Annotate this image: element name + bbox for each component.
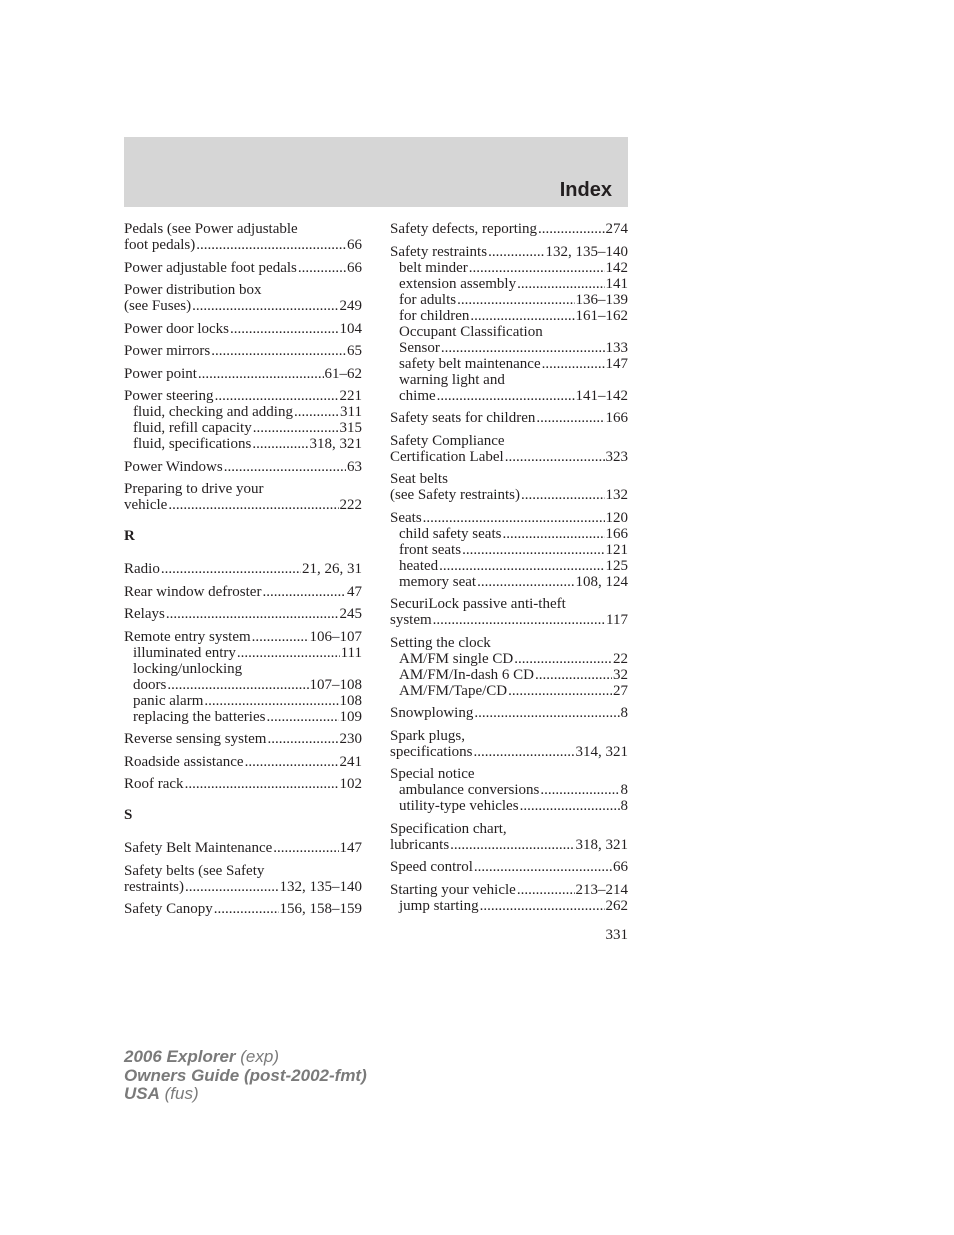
entry-text: restraints): [124, 878, 184, 895]
dot-leader: [214, 901, 279, 917]
page-reference: 141–142: [575, 387, 628, 404]
page-reference: 230: [339, 731, 362, 747]
page-reference: 241: [339, 753, 362, 770]
entry-text: child safety seats: [399, 525, 502, 542]
index-entry: [124, 754, 362, 770]
index-entry-line: [124, 629, 362, 645]
index-entry-line: [124, 388, 362, 404]
footer-model-code: (exp): [240, 1047, 279, 1066]
dot-leader: [457, 292, 574, 308]
index-entry-line: [390, 705, 628, 721]
index-entry: [390, 705, 628, 721]
dot-leader: [166, 606, 339, 622]
page-reference: 315: [339, 420, 362, 436]
dot-leader: [508, 683, 612, 699]
entry-text: locking/unlocking: [133, 660, 243, 677]
page-reference: 27: [613, 682, 628, 699]
entry-text: lubricants: [390, 836, 450, 853]
dot-leader: [542, 356, 605, 372]
entry-text: for children: [399, 307, 470, 324]
index-entry-line: [390, 221, 628, 237]
entry-text: replacing the batteries: [133, 708, 266, 725]
entry-text: utility-type vehicles: [399, 798, 519, 814]
index-subentry-line: [124, 645, 362, 661]
entry-text: Safety defects, reporting: [390, 221, 538, 237]
dot-leader: [520, 798, 620, 814]
index-entry-line: [124, 366, 362, 382]
dot-leader: [517, 276, 604, 292]
footer-line-market: [124, 1085, 367, 1104]
entry-text: fluid, refill capacity: [133, 420, 252, 436]
dot-leader: [245, 754, 339, 770]
dot-leader: [161, 561, 301, 577]
dot-leader: [477, 574, 574, 590]
entry-text: Sensor: [399, 339, 440, 356]
page-reference: 63: [347, 458, 362, 475]
index-subentry-line: [390, 356, 628, 372]
index-entry: [124, 606, 362, 622]
dot-leader: [423, 510, 605, 526]
entry-text: Power Windows: [124, 458, 223, 475]
entry-text: Power adjustable foot pedals: [124, 259, 297, 276]
dot-leader: [450, 837, 574, 853]
index-entry: [390, 596, 628, 628]
page-reference: 111: [340, 644, 362, 661]
page-reference: 125: [605, 557, 628, 574]
dot-leader: [215, 388, 339, 404]
page-reference: 136–139: [575, 291, 628, 308]
index-entry: [124, 629, 362, 725]
index-entry-line: [390, 487, 628, 503]
page-reference: 274: [605, 221, 628, 237]
entry-text: Safety Compliance: [390, 432, 505, 449]
entry-text: for adults: [399, 291, 457, 308]
page-reference: 66: [613, 859, 628, 875]
index-entry: [124, 901, 362, 917]
dot-leader: [505, 449, 605, 465]
footer-line-guide: [124, 1067, 367, 1086]
index-entry: [124, 561, 362, 577]
page-reference: 121: [605, 541, 628, 558]
entry-text: Certification Label: [390, 448, 504, 465]
index-entry-line: [390, 244, 628, 260]
index-entry-line: [390, 837, 628, 853]
page-reference: 133: [605, 339, 628, 356]
page-reference: 156, 158–159: [279, 901, 362, 917]
page-reference: 213–214: [575, 881, 628, 898]
entry-text: Rear window defroster: [124, 583, 262, 600]
dot-leader: [168, 497, 338, 513]
dot-leader: [502, 526, 604, 542]
index-subentry-line: [124, 693, 362, 709]
index-entry-line: [390, 449, 628, 465]
index-entry-line: [390, 744, 628, 760]
page-reference: 245: [339, 606, 362, 622]
dot-leader: [237, 645, 340, 661]
index-entry-line: [124, 298, 362, 314]
index-subentry-line: [390, 782, 628, 798]
index-entry-line: [124, 282, 362, 298]
page-reference: 65: [347, 343, 362, 359]
index-subentry-line: [390, 898, 628, 914]
page-reference: 61–62: [324, 365, 362, 382]
index-entry: [390, 433, 628, 465]
document-footer: [124, 1048, 367, 1104]
entry-text: Power mirrors: [124, 343, 211, 359]
entry-text: Pedals (see Power adjustable: [124, 221, 298, 237]
page-reference: 249: [339, 298, 362, 314]
dot-leader: [540, 782, 619, 798]
entry-text: panic alarm: [133, 692, 204, 709]
index-entry-line: [390, 766, 628, 782]
page-reference: 142: [605, 259, 628, 276]
entry-text: memory seat: [399, 573, 477, 590]
dot-leader: [517, 882, 575, 898]
entry-text: warning light and: [399, 371, 505, 388]
index-entry: [124, 584, 362, 600]
index-subentry-line: [390, 558, 628, 574]
page-reference: 106–107: [309, 628, 362, 645]
index-entry-line: [124, 321, 362, 337]
dot-leader: [252, 436, 308, 452]
index-entry: [124, 776, 362, 792]
page-reference: 102: [339, 776, 362, 792]
dot-leader: [535, 667, 612, 683]
index-subentry-line: [390, 526, 628, 542]
dot-leader: [198, 366, 324, 382]
page-reference: 132: [605, 487, 628, 503]
entry-text: belt minder: [399, 259, 468, 276]
page-reference: 147: [605, 355, 628, 372]
footer-market: USA: [124, 1084, 160, 1103]
entry-text: Seat belts: [390, 471, 448, 487]
entry-text: fluid, specifications: [133, 436, 252, 452]
index-entry-line: [390, 433, 628, 449]
entry-text: Snowplowing: [390, 705, 474, 721]
entry-text: safety belt maintenance: [399, 355, 541, 372]
index-subentry-line: [390, 340, 628, 356]
dot-leader: [192, 298, 338, 314]
footer-guide: Owners Guide (post-2002-fmt): [124, 1065, 367, 1085]
entry-text: heated: [399, 557, 439, 574]
entry-text: AM/FM/Tape/CD: [399, 682, 508, 699]
dot-leader: [474, 705, 619, 721]
index-entry-line: [390, 410, 628, 426]
page-reference: 323: [605, 448, 628, 465]
dot-leader: [167, 677, 308, 693]
dot-leader: [266, 709, 338, 725]
index-column-right: [390, 221, 628, 920]
entry-text: Safety restraints: [390, 243, 488, 260]
page-reference: 318, 321: [309, 436, 362, 452]
index-entry-line: [124, 584, 362, 600]
entry-text: extension assembly: [399, 275, 517, 292]
index-entry-line: [124, 260, 362, 276]
index-subentry-line: [390, 324, 628, 340]
page-reference: 120: [605, 509, 628, 526]
header-band: [124, 137, 628, 207]
index-subentry-line: [390, 276, 628, 292]
page-reference: 311: [340, 404, 362, 420]
index-entry: [390, 766, 628, 814]
entry-text: SecuriLock passive anti-theft: [390, 596, 566, 612]
dot-leader: [253, 420, 339, 436]
page-reference: 8: [620, 705, 628, 721]
index-entry-line: [124, 840, 362, 856]
page-reference: 104: [339, 320, 362, 337]
dot-leader: [298, 260, 346, 276]
index-entry: [390, 471, 628, 503]
index-subentry-line: [390, 651, 628, 667]
index-subentry-line: [390, 683, 628, 699]
entry-text: Remote entry system: [124, 628, 251, 645]
dot-leader: [294, 404, 339, 420]
page-reference: 22: [613, 650, 628, 667]
page-reference: 222: [339, 497, 362, 513]
entry-text: jump starting: [399, 897, 479, 914]
dot-leader: [433, 612, 605, 628]
index-subentry-line: [124, 677, 362, 693]
page-reference: 314, 321: [575, 743, 628, 760]
dot-leader: [470, 308, 574, 324]
page-reference: 147: [339, 840, 362, 856]
entry-text: illuminated entry: [133, 644, 236, 661]
index-entry-line: [124, 221, 362, 237]
entry-text: Special notice: [390, 766, 475, 782]
index-entry: [124, 731, 362, 747]
entry-text: Safety belts (see Safety: [124, 862, 265, 879]
index-entry-line: [124, 901, 362, 917]
dot-leader: [185, 879, 279, 895]
entry-text: Roadside assistance: [124, 753, 244, 770]
index-entry: [124, 321, 362, 337]
entry-text: (see Fuses): [124, 298, 192, 314]
index-subentry-line: [390, 292, 628, 308]
index-entry: [124, 366, 362, 382]
index-entry-line: [124, 497, 362, 513]
entry-text: Specification chart,: [390, 820, 507, 837]
page-reference: 318, 321: [575, 836, 628, 853]
index-entry-line: [124, 237, 362, 253]
index-entry: [390, 882, 628, 914]
dot-leader: [204, 693, 338, 709]
dot-leader: [437, 388, 575, 404]
index-entry-line: [124, 343, 362, 359]
index-entry-line: [390, 612, 628, 628]
index-entry: [124, 388, 362, 452]
entry-text: chime: [399, 387, 436, 404]
dot-leader: [469, 260, 605, 276]
entry-text: Power distribution box: [124, 282, 262, 298]
footer-market-code: (fus): [164, 1084, 199, 1103]
entry-text: ambulance conversions: [399, 782, 540, 798]
page-reference: 262: [605, 897, 628, 914]
page-reference: 141: [605, 275, 628, 292]
entry-text: Power point: [124, 365, 197, 382]
entry-text: Radio: [124, 561, 160, 577]
index-entry: [124, 260, 362, 276]
index-entry: [124, 863, 362, 895]
page-reference: 108, 124: [575, 573, 628, 590]
index-entry-line: [124, 863, 362, 879]
index-column-left: [124, 221, 362, 924]
dot-leader: [273, 840, 338, 856]
entry-text: doors: [133, 676, 167, 693]
index-entry: [390, 859, 628, 875]
index-entry-line: [390, 728, 628, 744]
page-reference: 8: [620, 782, 628, 798]
dot-leader: [211, 343, 346, 359]
entry-text: front seats: [399, 541, 462, 558]
index-entry: [390, 244, 628, 404]
index-subentry-line: [390, 574, 628, 590]
dot-leader: [474, 859, 612, 875]
page-reference: 109: [339, 708, 362, 725]
entry-text: Power steering: [124, 388, 214, 404]
index-subentry-line: [124, 404, 362, 420]
entry-text: Roof rack: [124, 776, 184, 792]
page-reference: 166: [605, 525, 628, 542]
page-number: 331: [605, 927, 628, 943]
entry-text: system: [390, 612, 432, 628]
index-entry-line: [124, 459, 362, 475]
index-subentry-line: [390, 308, 628, 324]
entry-text: Reverse sensing system: [124, 731, 267, 747]
index-entry: [390, 728, 628, 760]
index-entry: [124, 481, 362, 513]
footer-line-model: [124, 1048, 367, 1067]
index-entry-line: [390, 596, 628, 612]
entry-text: Relays: [124, 606, 165, 622]
dot-leader: [521, 487, 605, 503]
index-subentry-line: [390, 542, 628, 558]
page-reference: 221: [339, 388, 362, 404]
index-entry: [390, 635, 628, 699]
dot-leader: [480, 898, 605, 914]
index-subentry-line: [390, 388, 628, 404]
entry-text: Seats: [390, 509, 422, 526]
index-entry-line: [124, 731, 362, 747]
index-entry: [390, 221, 628, 237]
dot-leader: [196, 237, 346, 253]
page-reference: 8: [620, 798, 628, 814]
index-entry-line: [124, 481, 362, 497]
entry-text: vehicle: [124, 497, 168, 513]
section-letter: S: [124, 807, 133, 823]
index-entry-line: [390, 882, 628, 898]
entry-text: Safety seats for children: [390, 410, 536, 426]
page-reference: 21, 26, 31: [302, 561, 362, 577]
index-entry-line: [124, 606, 362, 622]
index-entry-line: [390, 510, 628, 526]
dot-leader: [488, 244, 544, 260]
index-entry: [124, 343, 362, 359]
dot-leader: [439, 558, 604, 574]
page-reference: 166: [605, 410, 628, 426]
index-subentry-line: [390, 667, 628, 683]
entry-text: Spark plugs,: [390, 727, 465, 744]
dot-leader: [262, 584, 346, 600]
index-entry: [124, 459, 362, 475]
page-reference: 117: [606, 612, 628, 628]
entry-text: fluid, checking and adding: [133, 404, 293, 420]
entry-text: specifications: [390, 743, 473, 760]
dot-leader: [536, 410, 604, 426]
index-entry: [390, 510, 628, 590]
page-reference: 32: [613, 666, 628, 683]
index-entry-line: [124, 776, 362, 792]
section-letter: R: [124, 528, 135, 544]
entry-text: foot pedals): [124, 237, 196, 253]
index-entry-line: [390, 635, 628, 651]
page-reference: 47: [347, 583, 362, 600]
dot-leader: [462, 542, 604, 558]
page-reference: 66: [347, 237, 362, 253]
page-reference: 107–108: [309, 676, 362, 693]
dot-leader: [441, 340, 605, 356]
page-reference: 132, 135–140: [279, 878, 362, 895]
entry-text: Starting your vehicle: [390, 881, 516, 898]
entry-text: Power door locks: [124, 320, 229, 337]
entry-text: Occupant Classification: [399, 323, 543, 340]
entry-text: Safety Belt Maintenance: [124, 840, 273, 856]
index-entry: [390, 821, 628, 853]
dot-leader: [538, 221, 604, 237]
dot-leader: [252, 629, 309, 645]
index-subentry-line: [390, 798, 628, 814]
entry-text: AM/FM/In-dash 6 CD: [399, 666, 535, 683]
entry-text: Setting the clock: [390, 634, 491, 651]
index-subentry-line: [390, 260, 628, 276]
index-entry: [124, 221, 362, 253]
footer-model: 2006 Explorer: [124, 1047, 236, 1066]
index-entry-line: [124, 754, 362, 770]
page-reference: 132, 135–140: [545, 243, 628, 260]
dot-leader: [473, 744, 574, 760]
page-reference: 161–162: [575, 307, 628, 324]
index-entry: [124, 282, 362, 314]
dot-leader: [224, 459, 346, 475]
page-title: Index: [559, 179, 612, 201]
dot-leader: [185, 776, 339, 792]
entry-text: (see Safety restraints): [390, 487, 520, 503]
index-entry: [124, 840, 362, 856]
index-entry-line: [390, 859, 628, 875]
dot-leader: [230, 321, 339, 337]
dot-leader: [514, 651, 612, 667]
page-reference: 66: [347, 259, 362, 276]
index-subentry-line: [390, 372, 628, 388]
dot-leader: [267, 731, 338, 747]
index-entry-line: [390, 821, 628, 837]
page-reference: 108: [339, 692, 362, 709]
index-subentry-line: [124, 709, 362, 725]
index-subentry-line: [124, 661, 362, 677]
entry-text: Preparing to drive your: [124, 481, 264, 497]
index-entry-line: [390, 471, 628, 487]
index-entry-line: [124, 879, 362, 895]
index-subentry-line: [124, 436, 362, 452]
index-entry: [390, 410, 628, 426]
entry-text: Speed control: [390, 859, 473, 875]
index-subentry-line: [124, 420, 362, 436]
entry-text: Safety Canopy: [124, 901, 213, 917]
entry-text: AM/FM single CD: [399, 650, 514, 667]
index-entry-line: [124, 561, 362, 577]
